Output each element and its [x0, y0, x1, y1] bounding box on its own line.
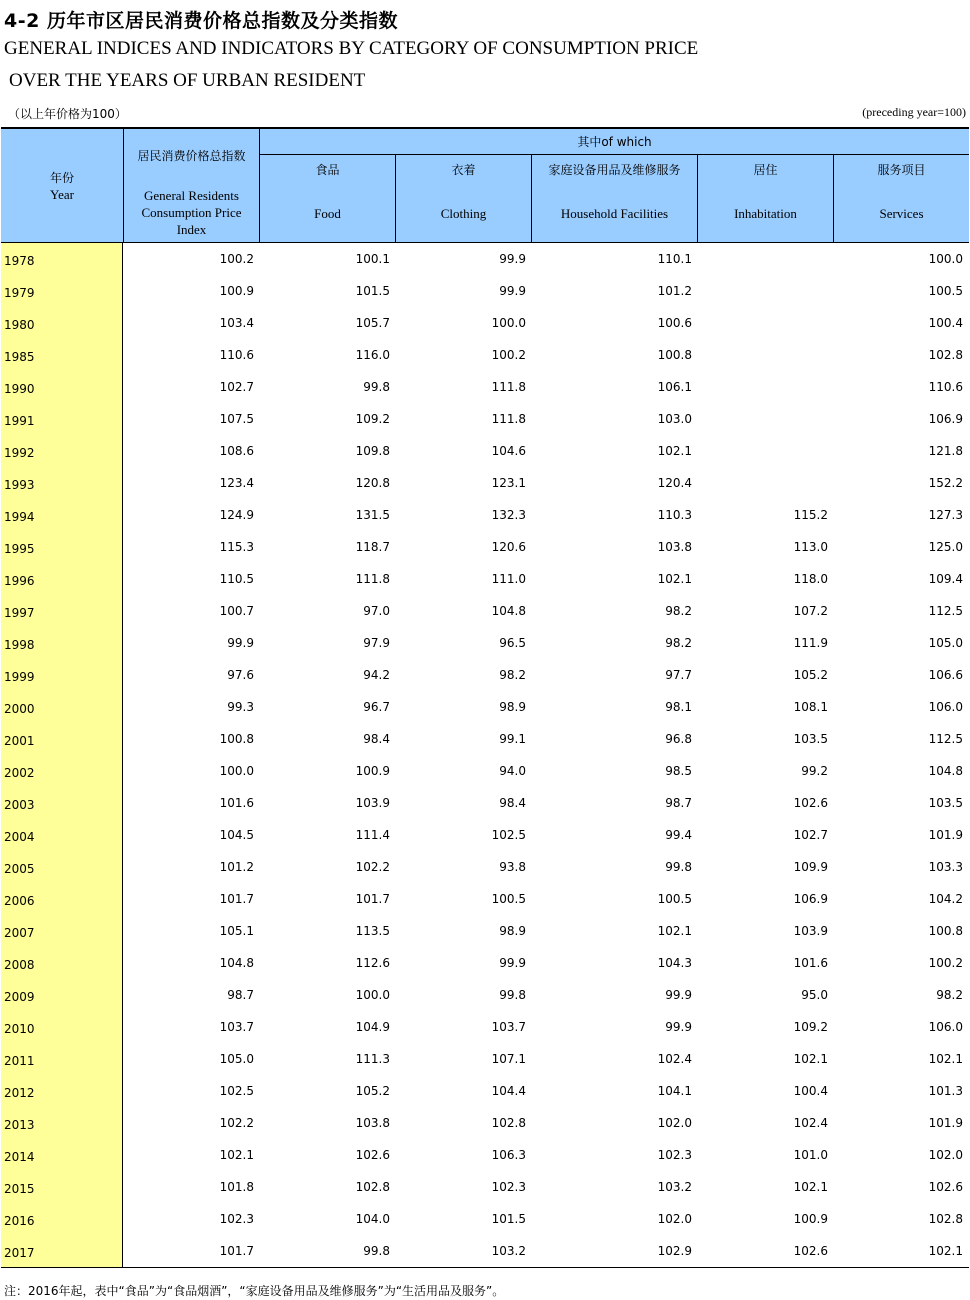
value-cell: 120.4	[657, 476, 692, 490]
value-cell: 100.9	[219, 284, 254, 298]
value-cell: 120.8	[355, 476, 390, 490]
value-cell: 101.2	[657, 284, 692, 298]
value-cell: 103.3	[928, 860, 963, 874]
value-cell: 95.0	[801, 988, 828, 1002]
header-clothing	[396, 155, 532, 242]
value-cell: 103.8	[355, 1116, 390, 1130]
value-cell: 96.5	[499, 636, 526, 650]
value-cell: 112.5	[928, 604, 963, 618]
table-row	[1, 531, 969, 563]
value-cell: 99.4	[665, 828, 692, 842]
value-cell: 100.5	[657, 892, 692, 906]
value-cell: 109.4	[928, 572, 963, 586]
value-cell: 102.9	[657, 1244, 692, 1258]
header-inhabitation-cn: 居住	[753, 163, 778, 177]
table-row	[1, 659, 969, 691]
year-cell: 1998	[4, 638, 35, 652]
table-row	[1, 851, 969, 883]
header-general-cn: 居民消费价格总指数	[137, 149, 246, 163]
year-cell: 2012	[4, 1086, 35, 1100]
value-cell: 111.4	[355, 828, 390, 842]
table-row	[1, 339, 969, 371]
value-cell: 118.0	[793, 572, 828, 586]
value-cell: 100.4	[928, 316, 963, 330]
value-cell: 112.6	[355, 956, 390, 970]
value-cell: 100.8	[219, 732, 254, 746]
table-row	[1, 435, 969, 467]
value-cell: 111.8	[491, 412, 526, 426]
year-cell: 2011	[4, 1054, 35, 1068]
value-cell: 103.4	[219, 316, 254, 330]
value-cell: 103.7	[491, 1020, 526, 1034]
value-cell: 100.8	[928, 924, 963, 938]
year-cell: 2010	[4, 1022, 35, 1036]
value-cell: 100.7	[219, 604, 254, 618]
page-title: 4-2 历年市区居民消费价格总指数及分类指数	[4, 10, 398, 32]
value-cell: 102.1	[928, 1052, 963, 1066]
year-cell: 1997	[4, 606, 35, 620]
page-title-en-line2: OVER THE YEARS OF URBAN RESIDENT	[9, 70, 366, 91]
value-cell: 102.1	[793, 1052, 828, 1066]
year-cell: 2013	[4, 1118, 35, 1132]
table-row	[1, 787, 969, 819]
value-cell: 107.1	[491, 1052, 526, 1066]
table-row	[1, 595, 969, 627]
header-inhabitation	[698, 155, 834, 242]
value-cell: 97.6	[227, 668, 254, 682]
year-cell: 2016	[4, 1214, 35, 1228]
value-cell: 99.8	[665, 860, 692, 874]
table-row	[1, 915, 969, 947]
value-cell: 96.8	[665, 732, 692, 746]
value-cell: 98.2	[936, 988, 963, 1002]
value-cell: 100.2	[491, 348, 526, 362]
value-cell: 99.8	[499, 988, 526, 1002]
value-cell: 102.3	[491, 1180, 526, 1194]
value-cell: 105.0	[219, 1052, 254, 1066]
header-of-which: 其中of which	[260, 129, 969, 155]
value-cell: 100.0	[928, 252, 963, 266]
value-cell: 110.6	[928, 380, 963, 394]
table-row	[1, 1203, 969, 1235]
value-cell: 98.5	[665, 764, 692, 778]
value-cell: 102.1	[657, 924, 692, 938]
header-services-cn: 服务项目	[877, 163, 926, 177]
header-food-cn: 食品	[315, 163, 340, 177]
value-cell: 105.0	[928, 636, 963, 650]
year-cell: 1992	[4, 446, 35, 460]
value-cell: 103.5	[793, 732, 828, 746]
year-cell: 2017	[4, 1246, 35, 1260]
value-cell: 102.8	[928, 1212, 963, 1226]
unit-note-en: (preceding year=100)	[862, 105, 966, 119]
value-cell: 102.1	[928, 1244, 963, 1258]
year-cell: 2009	[4, 990, 35, 1004]
value-cell: 105.2	[793, 668, 828, 682]
value-cell: 106.9	[793, 892, 828, 906]
table-row	[1, 403, 969, 435]
value-cell: 110.3	[657, 508, 692, 522]
value-cell: 99.3	[227, 700, 254, 714]
header-general-en: General Residents Consumption Price Index	[141, 188, 242, 237]
value-cell: 102.2	[219, 1116, 254, 1130]
year-cell: 2005	[4, 862, 35, 876]
value-cell: 100.0	[355, 988, 390, 1002]
value-cell: 104.3	[657, 956, 692, 970]
value-cell: 103.9	[355, 796, 390, 810]
year-cell: 2004	[4, 830, 35, 844]
value-cell: 97.7	[665, 668, 692, 682]
header-year-cn: 年份	[49, 171, 74, 185]
table-body	[1, 243, 969, 1268]
value-cell: 120.6	[491, 540, 526, 554]
value-cell: 102.0	[657, 1212, 692, 1226]
value-cell: 97.0	[363, 604, 390, 618]
value-cell: 102.6	[928, 1180, 963, 1194]
value-cell: 118.7	[355, 540, 390, 554]
value-cell: 102.5	[219, 1084, 254, 1098]
value-cell: 107.2	[793, 604, 828, 618]
value-cell: 101.6	[793, 956, 828, 970]
value-cell: 99.9	[665, 1020, 692, 1034]
value-cell: 105.2	[355, 1084, 390, 1098]
value-cell: 98.7	[665, 796, 692, 810]
header-household-cn: 家庭设备用品及维修服务	[548, 163, 681, 177]
year-cell: 1979	[4, 286, 35, 300]
value-cell: 100.2	[928, 956, 963, 970]
value-cell: 102.5	[491, 828, 526, 842]
value-cell: 102.7	[793, 828, 828, 842]
value-cell: 101.9	[928, 1116, 963, 1130]
value-cell: 112.5	[928, 732, 963, 746]
value-cell: 101.6	[219, 796, 254, 810]
value-cell: 113.5	[355, 924, 390, 938]
value-cell: 113.0	[793, 540, 828, 554]
year-cell: 1993	[4, 478, 35, 492]
value-cell: 106.1	[657, 380, 692, 394]
value-cell: 127.3	[928, 508, 963, 522]
value-cell: 102.3	[219, 1212, 254, 1226]
value-cell: 102.8	[355, 1180, 390, 1194]
value-cell: 101.7	[219, 1244, 254, 1258]
value-cell: 102.4	[657, 1052, 692, 1066]
value-cell: 102.6	[355, 1148, 390, 1162]
value-cell: 132.3	[491, 508, 526, 522]
value-cell: 103.2	[657, 1180, 692, 1194]
value-cell: 103.2	[491, 1244, 526, 1258]
year-cell: 1990	[4, 382, 35, 396]
value-cell: 99.9	[499, 284, 526, 298]
value-cell: 102.6	[793, 796, 828, 810]
value-cell: 96.7	[363, 700, 390, 714]
value-cell: 100.0	[491, 316, 526, 330]
value-cell: 103.9	[793, 924, 828, 938]
value-cell: 111.8	[491, 380, 526, 394]
value-cell: 101.0	[793, 1148, 828, 1162]
header-general-index	[124, 129, 260, 242]
value-cell: 103.5	[928, 796, 963, 810]
value-cell: 100.9	[355, 764, 390, 778]
year-cell: 1994	[4, 510, 35, 524]
table-row	[1, 1171, 969, 1203]
table-row	[1, 1043, 969, 1075]
value-cell: 99.1	[499, 732, 526, 746]
value-cell: 106.0	[928, 1020, 963, 1034]
year-cell: 1995	[4, 542, 35, 556]
value-cell: 104.4	[491, 1084, 526, 1098]
header-year-en: Year	[50, 187, 74, 202]
header-clothing-cn: 衣着	[451, 163, 476, 177]
value-cell: 123.4	[219, 476, 254, 490]
value-cell: 101.3	[928, 1084, 963, 1098]
table-row	[1, 691, 969, 723]
value-cell: 101.5	[355, 284, 390, 298]
table-row	[1, 883, 969, 915]
year-cell: 1999	[4, 670, 35, 684]
value-cell: 125.0	[928, 540, 963, 554]
value-cell: 101.8	[219, 1180, 254, 1194]
value-cell: 105.7	[355, 316, 390, 330]
value-cell: 99.8	[363, 1244, 390, 1258]
value-cell: 109.9	[793, 860, 828, 874]
value-cell: 94.2	[363, 668, 390, 682]
table-row	[1, 1075, 969, 1107]
value-cell: 99.8	[363, 380, 390, 394]
value-cell: 152.2	[928, 476, 963, 490]
year-cell: 1991	[4, 414, 35, 428]
value-cell: 102.4	[793, 1116, 828, 1130]
value-cell: 97.9	[363, 636, 390, 650]
value-cell: 109.2	[793, 1020, 828, 1034]
footnote: 注：2016年起，表中“食品”为“食品烟酒”，“家庭设备用品及维修服务”为“生活用品及服务”。	[4, 1284, 505, 1298]
value-cell: 98.2	[665, 636, 692, 650]
table-row	[1, 1139, 969, 1171]
value-cell: 99.9	[227, 636, 254, 650]
value-cell: 103.7	[219, 1020, 254, 1034]
value-cell: 102.8	[491, 1116, 526, 1130]
year-cell: 2007	[4, 926, 35, 940]
table-row	[1, 979, 969, 1011]
value-cell: 100.9	[793, 1212, 828, 1226]
value-cell: 106.6	[928, 668, 963, 682]
table-row	[1, 243, 969, 275]
year-cell: 1985	[4, 350, 35, 364]
table-row	[1, 1235, 969, 1267]
unit-note-cn: （以上年价格为100）	[8, 107, 127, 121]
value-cell: 104.8	[928, 764, 963, 778]
value-cell: 103.8	[657, 540, 692, 554]
value-cell: 102.0	[657, 1116, 692, 1130]
value-cell: 105.1	[219, 924, 254, 938]
value-cell: 101.2	[219, 860, 254, 874]
value-cell: 102.1	[657, 444, 692, 458]
year-cell: 1978	[4, 254, 35, 268]
value-cell: 98.1	[665, 700, 692, 714]
year-cell: 1980	[4, 318, 35, 332]
value-cell: 102.7	[219, 380, 254, 394]
header-inhabitation-en: Inhabitation	[734, 206, 797, 221]
value-cell: 100.0	[219, 764, 254, 778]
table-row	[1, 499, 969, 531]
table-row	[1, 371, 969, 403]
value-cell: 101.9	[928, 828, 963, 842]
table-row	[1, 275, 969, 307]
year-cell: 2008	[4, 958, 35, 972]
header-clothing-en: Clothing	[440, 206, 487, 221]
value-cell: 109.2	[355, 412, 390, 426]
value-cell: 104.6	[491, 444, 526, 458]
year-cell: 1996	[4, 574, 35, 588]
value-cell: 106.3	[491, 1148, 526, 1162]
header-household-en: Household Facilities	[560, 206, 669, 221]
header-year	[1, 129, 124, 242]
value-cell: 115.2	[793, 508, 828, 522]
value-cell: 102.3	[657, 1148, 692, 1162]
value-cell: 99.9	[499, 252, 526, 266]
table-row	[1, 723, 969, 755]
value-cell: 110.1	[657, 252, 692, 266]
value-cell: 102.1	[219, 1148, 254, 1162]
year-cell: 2014	[4, 1150, 35, 1164]
value-cell: 102.1	[657, 572, 692, 586]
data-table	[1, 127, 969, 1268]
year-cell: 2003	[4, 798, 35, 812]
value-cell: 107.5	[219, 412, 254, 426]
value-cell: 121.8	[928, 444, 963, 458]
value-cell: 100.8	[657, 348, 692, 362]
value-cell: 98.9	[499, 700, 526, 714]
value-cell: 131.5	[355, 508, 390, 522]
table-row	[1, 627, 969, 659]
value-cell: 101.5	[491, 1212, 526, 1226]
value-cell: 108.1	[793, 700, 828, 714]
value-cell: 106.9	[928, 412, 963, 426]
value-cell: 100.6	[657, 316, 692, 330]
value-cell: 111.0	[491, 572, 526, 586]
table-header	[1, 127, 969, 243]
value-cell: 103.0	[657, 412, 692, 426]
table-row	[1, 307, 969, 339]
value-cell: 102.1	[793, 1180, 828, 1194]
header-food-en: Food	[314, 206, 341, 221]
value-cell: 111.3	[355, 1052, 390, 1066]
value-cell: 100.5	[928, 284, 963, 298]
value-cell: 109.8	[355, 444, 390, 458]
table-row	[1, 1107, 969, 1139]
value-cell: 106.0	[928, 700, 963, 714]
value-cell: 115.3	[219, 540, 254, 554]
value-cell: 98.2	[499, 668, 526, 682]
value-cell: 93.8	[499, 860, 526, 874]
value-cell: 100.5	[491, 892, 526, 906]
value-cell: 104.8	[491, 604, 526, 618]
table-row	[1, 819, 969, 851]
value-cell: 110.6	[219, 348, 254, 362]
value-cell: 110.5	[219, 572, 254, 586]
value-cell: 102.0	[928, 1148, 963, 1162]
table-row	[1, 755, 969, 787]
value-cell: 98.9	[499, 924, 526, 938]
header-services	[834, 155, 969, 242]
value-cell: 104.1	[657, 1084, 692, 1098]
year-cell: 2001	[4, 734, 35, 748]
year-cell: 2006	[4, 894, 35, 908]
value-cell: 100.1	[355, 252, 390, 266]
value-cell: 111.8	[355, 572, 390, 586]
header-services-en: Services	[879, 206, 924, 221]
value-cell: 94.0	[499, 764, 526, 778]
value-cell: 116.0	[355, 348, 390, 362]
value-cell: 124.9	[219, 508, 254, 522]
value-cell: 102.6	[793, 1244, 828, 1258]
header-household	[532, 155, 698, 242]
value-cell: 104.9	[355, 1020, 390, 1034]
value-cell: 104.0	[355, 1212, 390, 1226]
value-cell: 104.5	[219, 828, 254, 842]
value-cell: 104.2	[928, 892, 963, 906]
table-row	[1, 1011, 969, 1043]
table-row	[1, 467, 969, 499]
value-cell: 102.2	[355, 860, 390, 874]
page-title-en-line1: GENERAL INDICES AND INDICATORS BY CATEGORY OF CONSUMPTION PRICE	[4, 38, 699, 59]
table-row	[1, 563, 969, 595]
value-cell: 99.9	[499, 956, 526, 970]
value-cell: 123.1	[491, 476, 526, 490]
value-cell: 99.9	[665, 988, 692, 1002]
value-cell: 100.4	[793, 1084, 828, 1098]
year-cell: 2000	[4, 702, 35, 716]
value-cell: 102.8	[928, 348, 963, 362]
value-cell: 104.8	[219, 956, 254, 970]
value-cell: 100.2	[219, 252, 254, 266]
value-cell: 99.2	[801, 764, 828, 778]
year-cell: 2015	[4, 1182, 35, 1196]
table-row	[1, 947, 969, 979]
value-cell: 98.2	[665, 604, 692, 618]
value-cell: 98.4	[363, 732, 390, 746]
value-cell: 101.7	[219, 892, 254, 906]
value-cell: 108.6	[219, 444, 254, 458]
value-cell: 101.7	[355, 892, 390, 906]
header-food	[260, 155, 396, 242]
value-cell: 98.4	[499, 796, 526, 810]
value-cell: 98.7	[227, 988, 254, 1002]
year-cell: 2002	[4, 766, 35, 780]
value-cell: 111.9	[793, 636, 828, 650]
